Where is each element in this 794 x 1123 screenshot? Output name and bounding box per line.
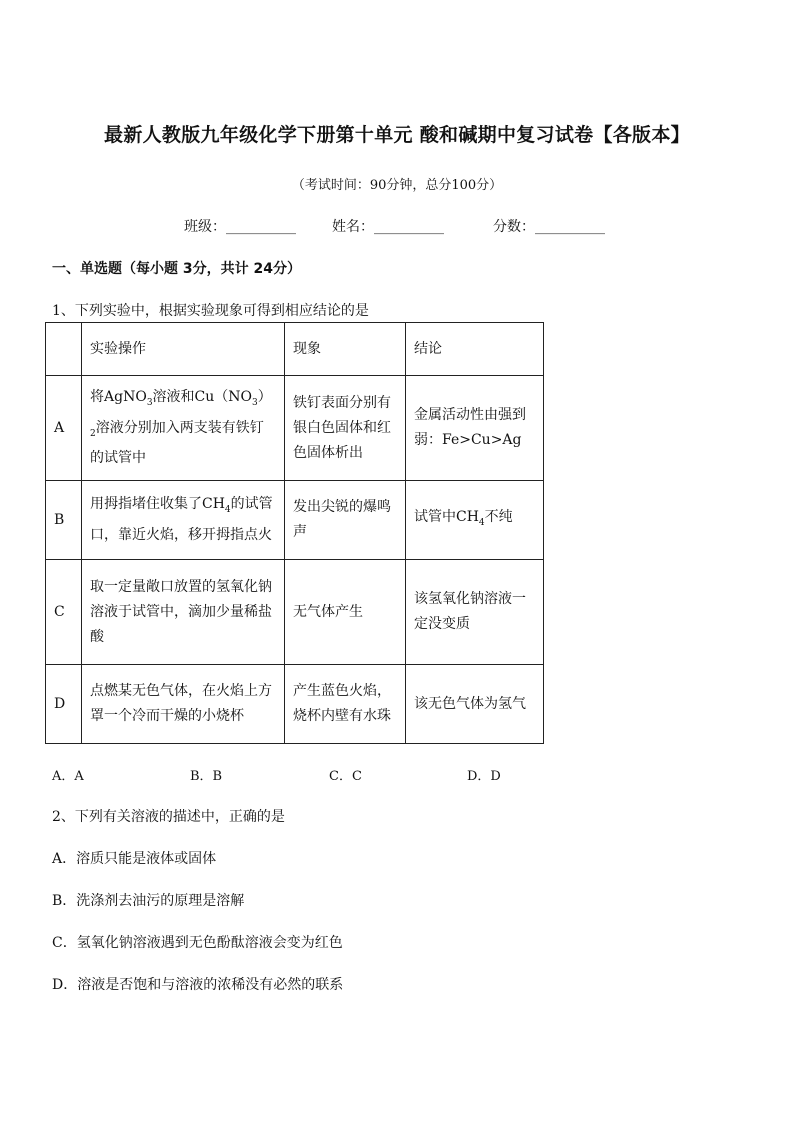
experiment-table <box>45 322 544 744</box>
q1-option-b[interactable]: B．B <box>190 769 223 784</box>
header-operation: 实验操作 <box>82 323 285 376</box>
row-label: A <box>46 376 82 481</box>
question-1-stem: 1、下列实验中，根据实验现象可得到相应结论的是 <box>52 303 369 319</box>
table-cell <box>46 323 82 376</box>
header-conclusion: 结论 <box>406 323 544 376</box>
row-label: B <box>46 481 82 560</box>
table-row <box>46 665 544 744</box>
class-field: 班级：__________ <box>184 219 296 235</box>
row-phenomenon: 无气体产生 <box>285 560 406 665</box>
exam-info: （考试时间：90分钟，总分100分） <box>291 178 503 193</box>
q1-option-c[interactable]: C．C <box>329 769 362 784</box>
q2-option-a[interactable]: A．溶质只能是液体或固体 <box>52 851 217 867</box>
table-row <box>46 560 544 665</box>
row-conclusion: 该无色气体为氢气 <box>406 665 544 744</box>
question-2-stem: 2、下列有关溶液的描述中，正确的是 <box>52 809 285 825</box>
q2-option-d[interactable]: D．溶液是否饱和与溶液的浓稀没有必然的联系 <box>52 977 344 993</box>
row-operation: 点燃某无色气体，在火焰上方罩一个冷而干燥的小烧杯 <box>82 665 285 744</box>
q2-option-b[interactable]: B．洗涤剂去油污的原理是溶解 <box>52 893 245 909</box>
row-conclusion: 试管中$CH_4$不纯 <box>406 481 544 560</box>
row-conclusion: 该氢氧化钠溶液一定没变质 <box>406 560 544 665</box>
table-row <box>46 481 544 560</box>
row-label: C <box>46 560 82 665</box>
table-header-row <box>46 323 544 376</box>
section-title: 一、单选题（每小题 3分，共计 24分） <box>52 261 301 277</box>
row-conclusion: 金属活动性由强到弱：Fe>Cu>Ag <box>406 376 544 481</box>
page-title: 最新人教版九年级化学下册第十单元 酸和碱期中复习试卷【各版本】 <box>104 124 690 146</box>
row-operation: 用拇指堵住收集了$CH_4$的试管口，靠近火焰，移开拇指点火 <box>82 481 285 560</box>
row-phenomenon: 铁钉表面分别有银白色固体和红色固体析出 <box>285 376 406 481</box>
row-phenomenon: 产生蓝色火焰，烧杯内壁有水珠 <box>285 665 406 744</box>
row-phenomenon: 发出尖锐的爆鸣声 <box>285 481 406 560</box>
row-label: D <box>46 665 82 744</box>
row-operation: 取一定量敞口放置的氢氧化钠溶液于试管中，滴加少量稀盐酸 <box>82 560 285 665</box>
table-row <box>46 376 544 481</box>
header-phenomenon: 现象 <box>285 323 406 376</box>
score-field: 分数：__________ <box>493 219 605 235</box>
name-field: 姓名：__________ <box>332 219 444 235</box>
q2-option-c[interactable]: C．氢氧化钠溶液遇到无色酚酞溶液会变为红色 <box>52 935 343 951</box>
row-operation: 将AgNO$_3$溶液和$Cu(NO_3)_2$溶液分别加入两支装有铁钉的试管中 <box>82 376 285 481</box>
q1-option-d[interactable]: D．D <box>467 769 501 784</box>
q1-option-a[interactable]: A．A <box>52 769 84 784</box>
